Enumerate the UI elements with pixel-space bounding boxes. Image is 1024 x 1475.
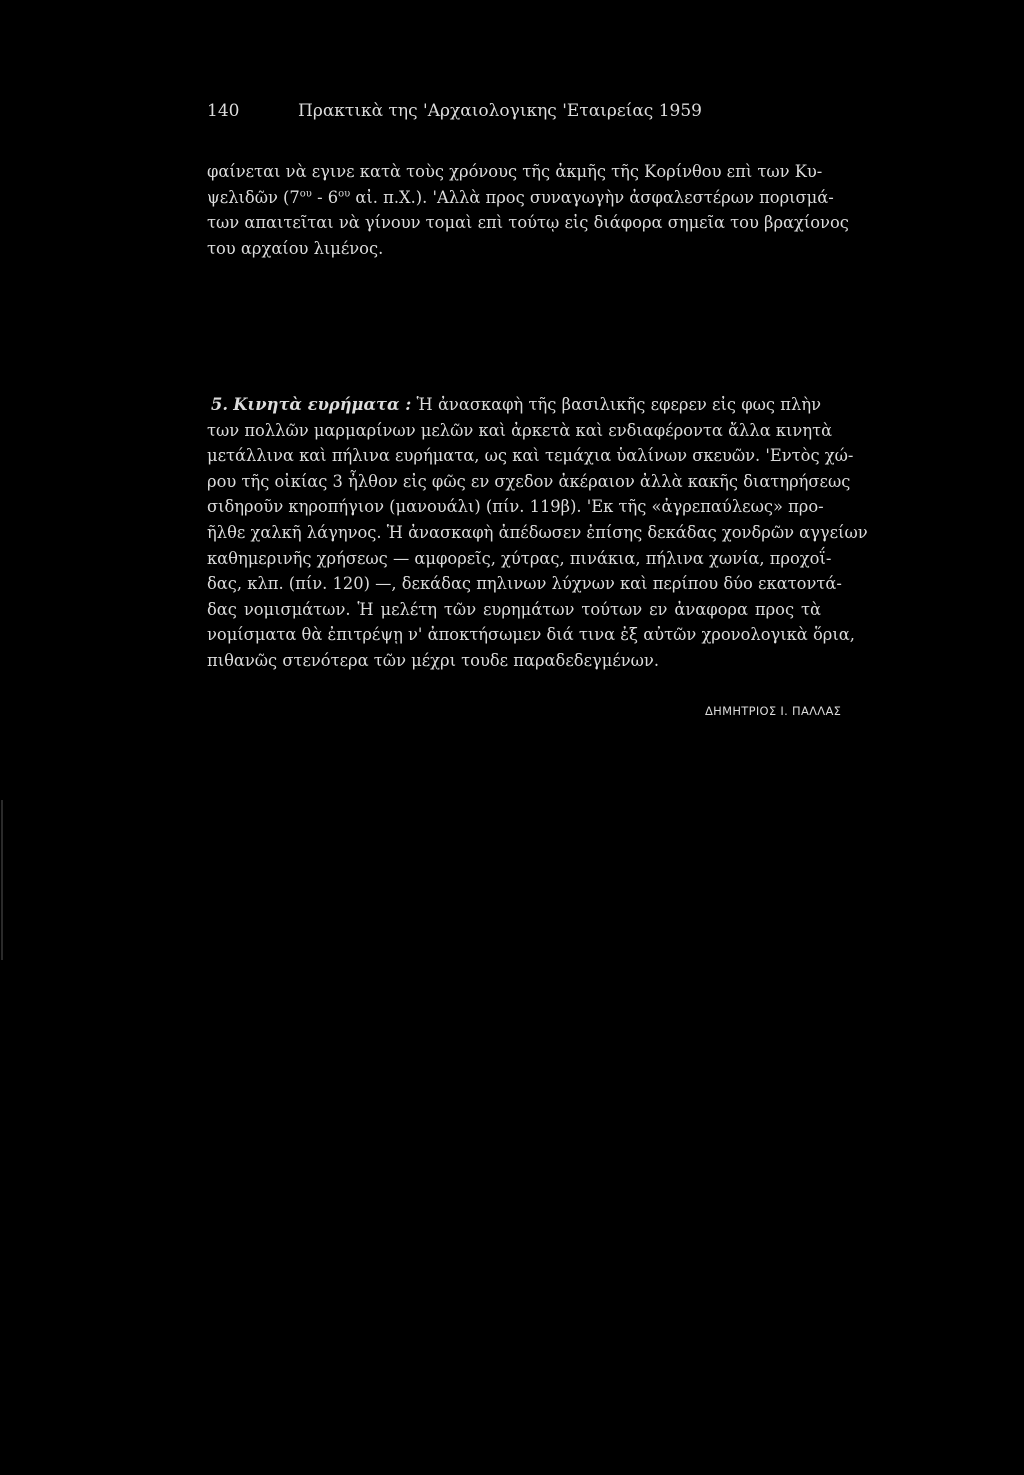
paragraph-1 [207,159,849,261]
scan-edge-line [1,800,3,960]
superscript: ου [299,188,312,200]
paragraph-line: ῆλθε χαλκῆ λάγηνος. Ἡ ἀνασκαφὴ ἀπέδωσεν ἐπίσης δεκάδας χονδρῶν αγγείων [207,522,868,542]
paragraph-line [207,392,821,418]
paragraph-line: δας, κλπ. (πίν. 120) —, δεκάδας πηλινων λύχνων καὶ περίπου δύο εκατοντά- [207,574,842,594]
section-title: Κινητὰ ευρήματα : [233,395,412,414]
page-header [207,96,821,126]
paragraph-line: ρου τῆς οἰκίας 3 ἦλθον εἰς φῶς εν σχεδον ἀκέραιον ἀλλὰ κακῆς διατηρήσεως [207,471,851,491]
paragraph-line: φαίνεται νὰ εγινε κατὰ τοὺς χρόνους τῆς ἀκμῆς τῆς Κορίνθου επὶ των Κυ- [207,162,823,181]
paragraph-line: των απαιτεῖται νὰ γίνουν τομαὶ επὶ τούτῳ εἰς διάφορα σημεῖα του βραχίονος [207,213,849,233]
paragraph-line: του αρχαίου λιμένος. [207,238,384,258]
text-span: αἰ. π.Χ.). 'Αλλὰ προς συναγωγὴν ἀσφαλεστέρων πορισμά- [350,187,834,207]
paragraph-line: μετάλλινα καὶ πήλινα ευρήματα, ως καὶ τεμάχια ὑαλίνων σκευῶν. 'Εντὸς χώ- [207,446,854,466]
paragraph-line: των πολλῶν μαρμαρίνων μελῶν καὶ ἀρκετὰ καὶ ενδιαφέροντα ἄλλα κινητὰ [207,420,833,440]
running-head: Πρακτικὰ της 'Αρχαιολογικης 'Εταιρείας 1959 [298,101,702,121]
paragraph-line: καθημερινῆς χρήσεως — αμφορεῖς, χύτρας, πινάκια, πήλινα χωνία, προχοΐ- [207,548,832,568]
page-number: 140 [207,101,240,121]
author-signature: ΔΗΜΗΤΡΙΟΣ Ι. ΠΑΛΛΑΣ [705,704,842,718]
text-span: ψελιδῶν (7 [207,187,300,207]
document-page [207,96,868,718]
paragraph-line: δας νομισμάτων. Ἡ μελέτη τῶν ευρημάτων τούτων εν ἀναφορα προς τὰ [207,599,821,619]
paragraph-line: σιδηροῦν κηροπήγιον (μανουάλι) (πίν. 119β). 'Εκ τῆς «ἀγρεπαύλεως» προ- [207,497,824,517]
section-number: 5. [211,395,228,414]
text-span: - 6 [311,187,339,207]
paragraph-2 [207,392,868,674]
paragraph-line: πιθανῶς στενότερα τῶν μέχρι τουδε παραδεδεγμένων. [207,650,660,670]
text-span: Ἡ ἀνασκαφὴ τῆς βασιλικῆς εφερεν εἰς φως πλὴν [411,395,821,414]
superscript: ου [338,188,351,200]
paragraph-line [207,185,834,211]
paragraph-line: νομίσματα θὰ ἐπιτρέψῃ ν' ἀποκτήσωμεν διά τινα ἐξ αὐτῶν χρονολογικὰ ὅρια, [207,625,855,645]
